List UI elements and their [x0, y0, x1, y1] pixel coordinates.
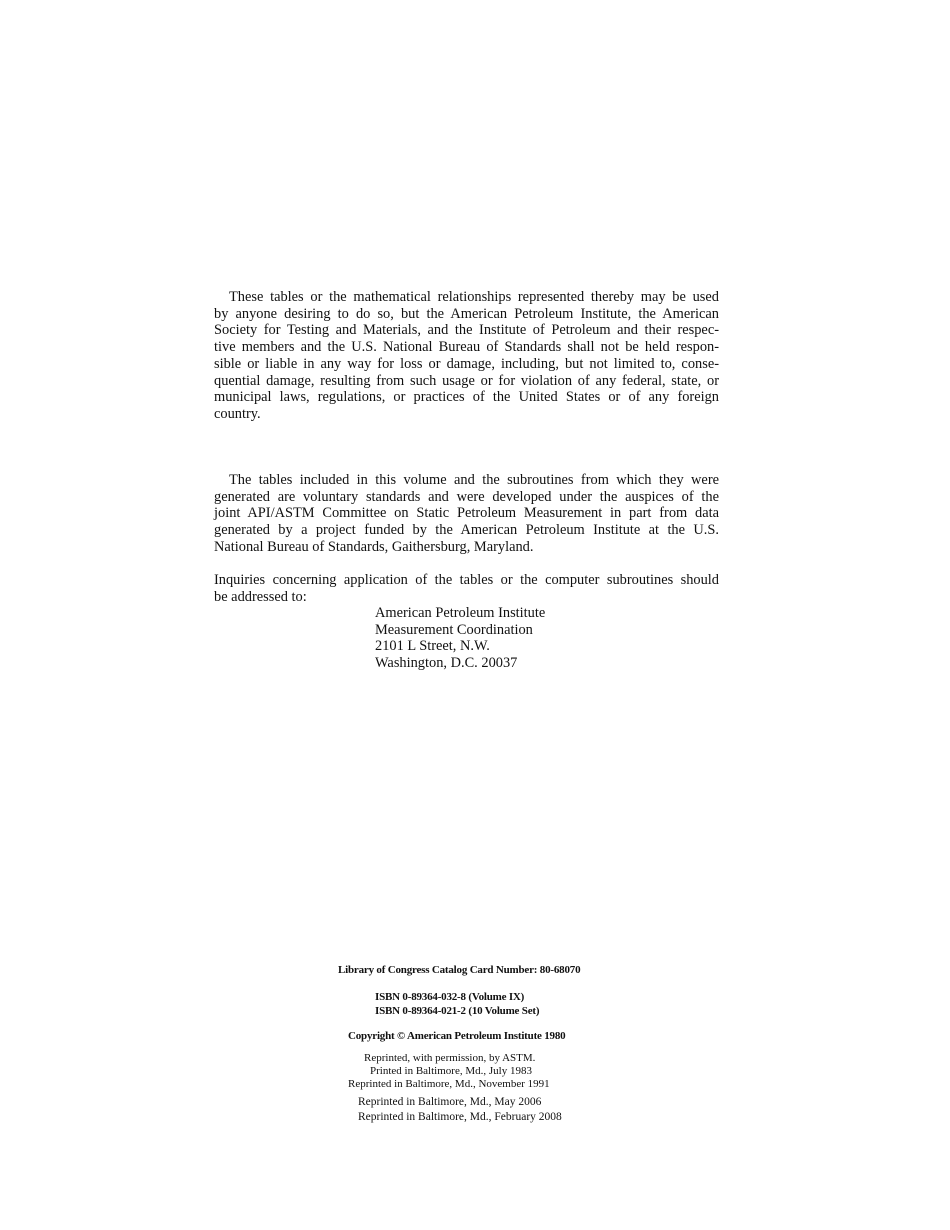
disclaimer-line: Society for Testing and Materials, and the Institute of Petroleum and their respec-	[214, 322, 719, 339]
inquiries-line: be addressed to:	[214, 588, 307, 605]
inquiries-paragraph	[214, 572, 719, 605]
address-line: Washington, D.C. 20037	[375, 655, 518, 672]
disclaimer-line: sible or liable in any way for loss or damage, including, but not limited to, conse-	[214, 355, 719, 372]
catalog-card-number: Library of Congress Catalog Card Number: 80-68070	[338, 964, 581, 976]
disclaimer-line: These tables or the mathematical relationships represented thereby may be used	[229, 289, 719, 305]
address-line: 2101 L Street, N.W.	[375, 638, 490, 655]
reprint-notice: Reprinted, with permission, by ASTM.	[364, 1052, 536, 1064]
disclaimer-paragraph	[214, 289, 719, 423]
isbn-set: ISBN 0-89364-021-2 (10 Volume Set)	[375, 1005, 540, 1017]
standards-line: The tables included in this volume and the subroutines from which they were	[229, 472, 719, 488]
standards-line: generated are voluntary standards and were developed under the auspices of the	[214, 488, 719, 505]
isbn-volume: ISBN 0-89364-032-8 (Volume IX)	[375, 991, 525, 1003]
address-line: American Petroleum Institute	[375, 605, 546, 621]
disclaimer-line: by anyone desiring to do so, but the American Petroleum Institute, the American	[214, 305, 719, 322]
reprint-notice: Reprinted in Baltimore, Md., February 2008	[358, 1111, 562, 1123]
disclaimer-line: municipal laws, regulations, or practices of the United States or of any foreign	[214, 389, 719, 406]
standards-line: joint API/ASTM Committee on Static Petroleum Measurement in part from data	[214, 505, 719, 522]
print-notice: Printed in Baltimore, Md., July 1983	[370, 1065, 532, 1077]
mailing-address	[375, 605, 545, 672]
copyright-notice: Copyright © American Petroleum Institute 1980	[348, 1030, 566, 1042]
reprint-notice: Reprinted in Baltimore, Md., November 1991	[348, 1078, 550, 1090]
inquiries-line: Inquiries concerning application of the tables or the computer subroutines should	[214, 572, 719, 588]
address-line: Measurement Coordination	[375, 621, 533, 638]
standards-line: National Bureau of Standards, Gaithersburg, Maryland.	[214, 538, 534, 555]
standards-line: generated by a project funded by the American Petroleum Institute at the U.S.	[214, 522, 719, 539]
disclaimer-line: tive members and the U.S. National Bureau of Standards shall not be held respon-	[214, 339, 719, 356]
standards-paragraph	[214, 472, 719, 556]
reprint-notice: Reprinted in Baltimore, Md., May 2006	[358, 1096, 542, 1108]
disclaimer-line: quential damage, resulting from such usage or for violation of any federal, state, or	[214, 372, 719, 389]
disclaimer-line: country.	[214, 405, 261, 422]
